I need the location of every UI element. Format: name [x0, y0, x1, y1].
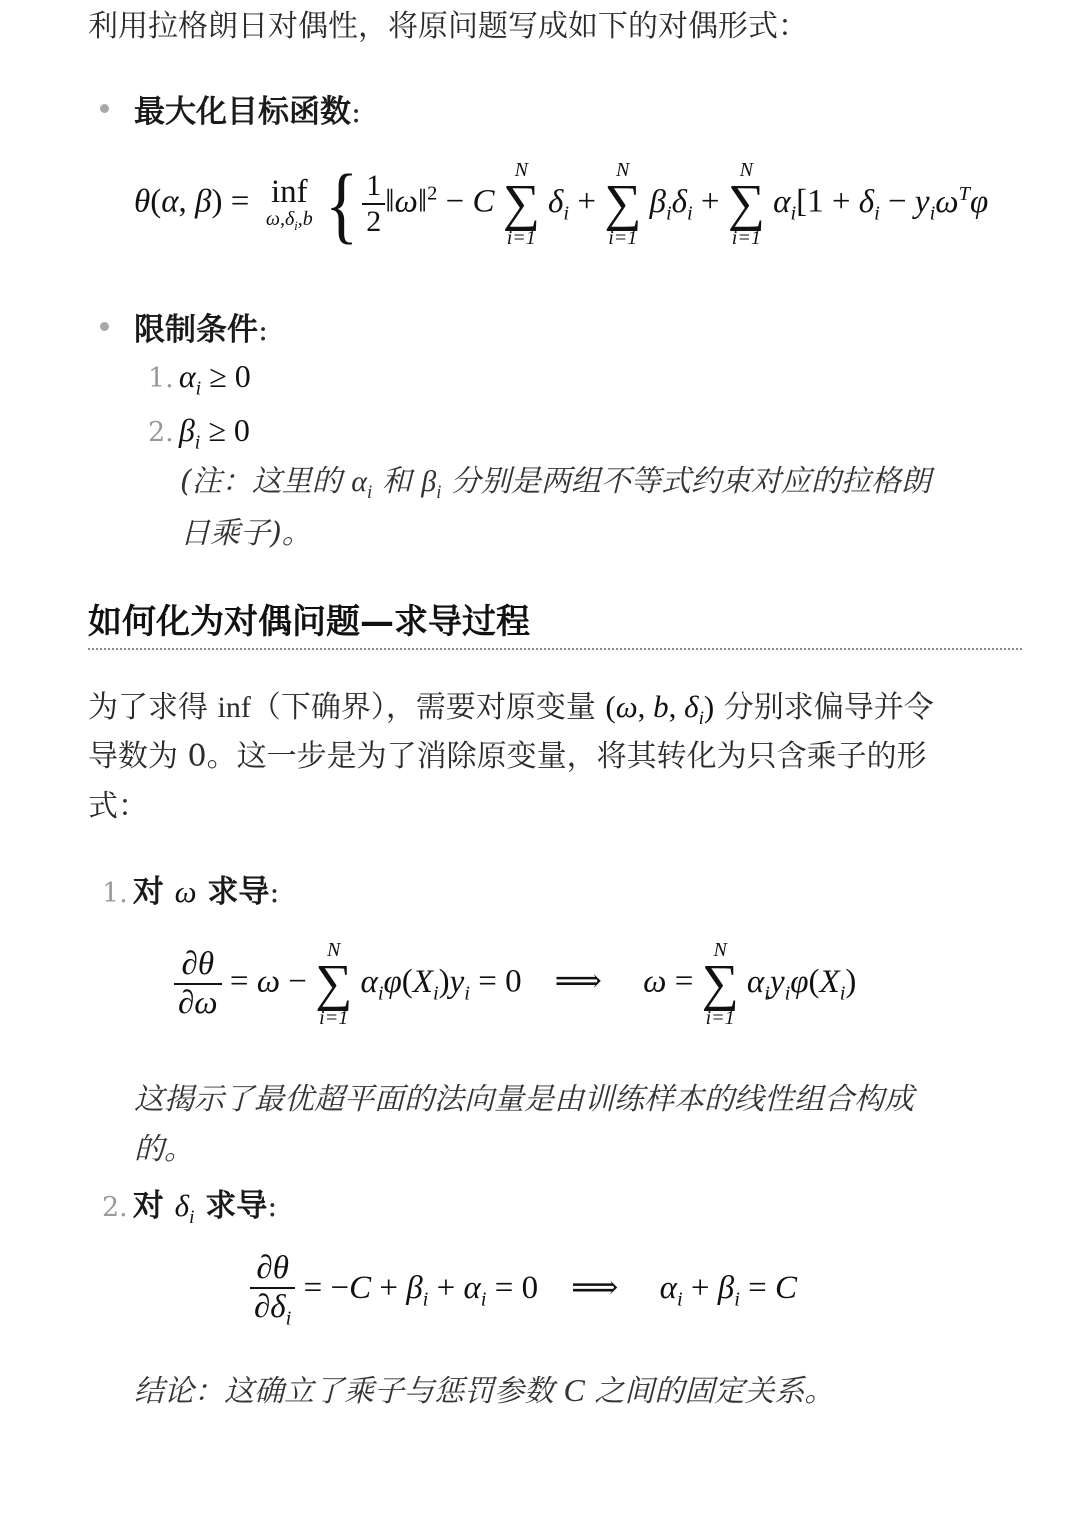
bullet-constraints-colon: :	[258, 313, 269, 348]
step-1-note-line1: 这揭示了最优超平面的法向量是由训练样本的线性组合构成	[134, 1082, 914, 1117]
conclusion-text: 结论：这确立了乘子与惩罚参数 C 之间的固定关系。	[134, 1372, 835, 1409]
constraint-1: 1. $\alpha_i \ge 0$	[148, 358, 251, 400]
derivation-paragraph-line1: 为了求得 inf（下确界），需要对原变量 (ω, b, $\delta_i$) 分别求偏导并令	[88, 689, 934, 730]
step-1-note-line2: 的。	[134, 1132, 194, 1167]
section-title: 如何化为对偶问题—求导过程	[88, 602, 530, 642]
derivation-paragraph-line3: 式：	[88, 789, 148, 824]
step-2-heading: 2. 对 $\delta_i$ 求导:	[102, 1188, 278, 1229]
bullet-objective	[134, 86, 361, 138]
section-divider	[88, 648, 1022, 650]
derivation-paragraph-line2: 导数为 0。这一步是为了消除原变量，将其转化为只含乘子的形	[88, 739, 927, 774]
bullet-objective-label: 最大化目标函数	[134, 94, 351, 130]
objective-equation: θ(α, β) = inf $\omega,\delta_i,b$ { $\frac{1}{2}$ ‖ω‖$^2$ − C N ∑ i=1 $\delta_i$ + N ∑ i=1 $\beta_i\delta_i$ + N ∑ i=1 $\alpha_i[1 + \delta_i - y_i\omega^T\varphi$	[134, 160, 989, 252]
bullet-dot	[100, 322, 109, 331]
bullet-objective-colon: :	[351, 95, 362, 130]
multiplier-note-line2: 日乘子)。	[180, 516, 312, 551]
bullet-constraints-label: 限制条件	[134, 312, 258, 348]
bullet-dot	[100, 104, 109, 113]
bullet-constraints	[134, 304, 268, 356]
intro-text: 利用拉格朗日对偶性，将原问题写成如下的对偶形式：	[88, 9, 808, 44]
step-2-equation: $\frac{\partial\theta}{\partial\delta_i}$ = $-C + \beta_i + \alpha_i = 0$ ⟹ $\alpha_i + \beta_i = C$	[250, 1250, 797, 1331]
multiplier-note: (注：这里的 $\alpha_i$ 和 $\beta_i$ 分别是两组不等式约束对应的拉格朗	[180, 464, 931, 503]
step-1-equation: $\frac{\partial\theta}{\partial\omega}$ = ω − N ∑ i=1 $\alpha_i\varphi(X_i)y_i = 0$ ⟹ ω = N ∑ i=1 $\alpha_iy_i\varphi(X_i)$	[174, 940, 856, 1028]
constraint-2: 2. $\beta_i \ge 0$	[148, 412, 250, 454]
step-1-heading: 1. 对 ω 求导:	[102, 874, 280, 910]
